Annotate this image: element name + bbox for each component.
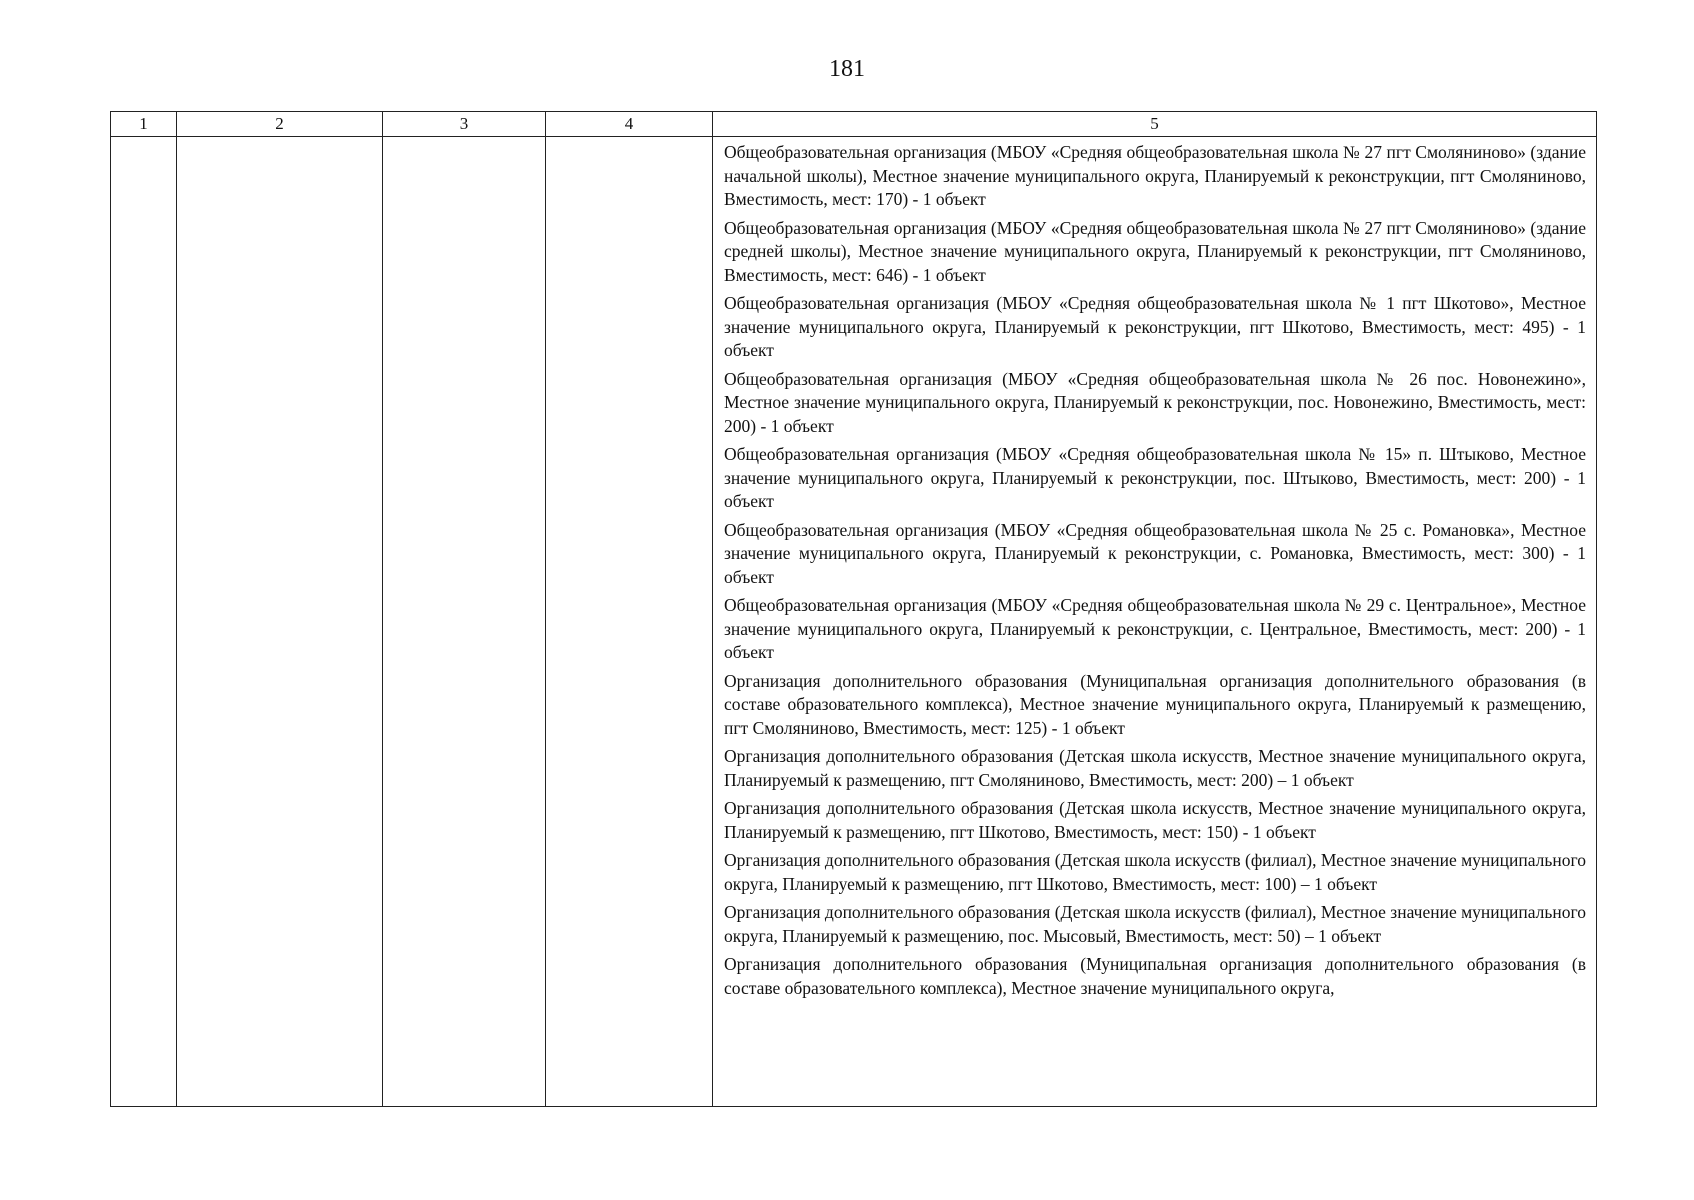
cell-col-5: [713, 137, 1597, 1107]
page-number: 181: [829, 56, 865, 82]
cell-col-4: [546, 137, 713, 1107]
list-item: Организация дополнительного образования (Детская школа искусств, Местное значение муниципального округа, Планируемый к размещению, пгт Смоляниново, Вместимость, мест: 200) – 1 объект: [724, 746, 1586, 790]
cell-col-2: [177, 137, 383, 1107]
column-header-5: 5: [713, 112, 1597, 137]
list-item: Организация дополнительного образования (Детская школа искусств, Местное значение муниципального округа, Планируемый к размещению, пгт Шкотово, Вместимость, мест: 150) - 1 объект: [724, 798, 1586, 842]
table-body-row: [111, 137, 1597, 1107]
list-item: Организация дополнительного образования (Муниципальная организация дополнительного образования (в составе образовательного комплекса), Местное значение муниципального округа,: [724, 954, 1586, 998]
list-item: Общеобразовательная организация (МБОУ «Средняя общеобразовательная школа № 15» п. Штыково, Местное значение муниципального округа, Планируемый к реконструкции, пос. Штыково, Вместимость, мест: 200) - 1 объект: [724, 444, 1586, 511]
column-header-2: 2: [177, 112, 383, 137]
column-header-1: 1: [111, 112, 177, 137]
column-header-3: 3: [383, 112, 546, 137]
list-item: Общеобразовательная организация (МБОУ «Средняя общеобразовательная школа № 27 пгт Смолянинoво» (здание начальной школы), Местное значение муниципального округа, Планируемый к реконструкции, пгт Смоляниново, Вместимость, мест: 170) - 1 объект: [724, 142, 1586, 209]
list-item: Организация дополнительного образования (Детская школа искусств (филиал), Местное значение муниципального округа, Планируемый к размещению, пгт Шкотово, Вместимость, мест: 100) – 1 объект: [724, 850, 1586, 894]
table-header-row: [111, 112, 1597, 137]
list-item: Организация дополнительного образования (Детская школа искусств (филиал), Местное значение муниципального округа, Планируемый к размещению, пос. Мысовый, Вместимость, мест: 50) – 1 объект: [724, 902, 1586, 946]
list-item: Общеобразовательная организация (МБОУ «Средняя общеобразовательная школа № 1 пгт Шкотово», Местное значение муниципального округа, Планируемый к реконструкции, пгт Шкотово, Вместимость, мест: 495) - 1 объект: [724, 293, 1586, 360]
list-item: Организация дополнительного образования (Муниципальная организация дополнительного образования (в составе образовательного комплекса), Местное значение муниципального округа, Планируемый к размещению, пгт Смоляниново, Вместимость, мест: 125) - 1 объект: [724, 670, 1586, 738]
document-table: [110, 111, 1597, 1107]
list-item: Общеобразовательная организация (МБОУ «Средняя общеобразовательная школа № 27 пгт Смоляниново» (здание средней школы), Местное значение муниципального округа, Планируемый к реконструкции, пгт Смоляниново, Вместимость, мест: 646) - 1 объект: [724, 217, 1586, 285]
column-header-4: 4: [546, 112, 713, 137]
cell-col-1: [111, 137, 177, 1107]
list-item: Общеобразовательная организация (МБОУ «Средняя общеобразовательная школа № 29 с. Центральное», Местное значение муниципального округа, Планируемый к реконструкции, с. Центральное, Вместимость, мест: 200) - 1 объект: [724, 595, 1586, 662]
cell-col-3: [383, 137, 546, 1107]
list-item: Общеобразовательная организация (МБОУ «Средняя общеобразовательная школа № 26 пос. Новонежино», Местное значение муниципального округа, Планируемый к реконструкции, пос. Новонежино, Вместимость, мест: 200) - 1 объект: [724, 368, 1586, 436]
list-item: Общеобразовательная организация (МБОУ «Средняя общеобразовательная школа № 25 с. Романовка», Местное значение муниципального округа, Планируемый к реконструкции, с. Романовка, Вместимость, мест: 300) - 1 объект: [724, 519, 1586, 587]
